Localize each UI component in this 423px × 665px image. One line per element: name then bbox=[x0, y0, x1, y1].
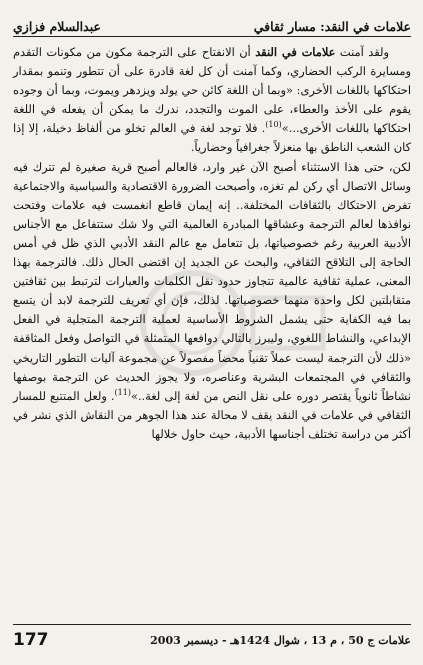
journal-name-term: علامات في النقد bbox=[255, 45, 336, 59]
footnote-ref-11: (11) bbox=[114, 387, 131, 397]
article-body bbox=[13, 43, 411, 444]
page-footer bbox=[13, 628, 411, 652]
paragraph-2: لكن، حتى هذا الاستثناء أصبح الآن غير وارد، فالعالم أصبح قرية صغيرة لم تترك فيه وسائل الاتصال أي ركن لم تغزه، وأصبحت الضرورة الاقتصادية والسياسية والاجتماعية تفرض الاحتكاك بالثقافات المختلفة.. إنه إيمان قاطع انغمست فيه علامات وفتحت نوافذها لعالم الترجمة وعشاقها المبادرة العالمية التي ولا شك ستتفاعل مع الأجناس الأدبية العربية رغم خصوصياتها، بل تتعامل مع عالم النقد الأدبي الذي ظل في أمس الحاجة إلى التلاقح الثقافي، والبحث عن الجديد إن اقتضى الحال ذلك. فالترجمة بهذا المعنى، عملية ثقافية عالمية تتجاوز حدود نقل الكلمات والعبارات لترتبط بين ثقافتين متقابلتين لكل واحدة منهما خصوصياتها. لذلك، فإن أي تعريف للترجمة لابد أن يتسع بما فيه الكفاية حتى يشمل الشروط الأساسية لعملية الترجمة المتجلية في الفعل الإبداعي، والنشاط اللغوي، وليبرز بالتالي دوافعها المتمثلة في التواصل وفعل المثاقفة «ذلك لأن الترجمة ليست عملاً تقنياً محضاً مفصولاً عن مجموعة آليات التطور التاريخي والثقافي في المجتمعات البشرية وعناصره، ولا يجوز الحديث عن الترجمة بوصفها نشاطاً ثانوياً يقتصر دوره على نقل النص من لغة إلى لغة..»$^{(11)}$. ولعل المتتبع للمسار الثقافي في علامات في النقد يقف لا محالة عند هذا الجوهر من النقاش الذي نشر في أكثر من دراسة تختلف أجناسها الأدبية، حيث حاول خلالها bbox=[13, 159, 411, 441]
issue-info: علامات ج 50 ، م 13 ، شوال 1424هـ - ديسمبر 2003 bbox=[150, 633, 411, 647]
page-number: 177 bbox=[13, 630, 49, 650]
paragraph-1: ولقد آمنت علامات في النقد أن الانفتاح على الترجمة مكون من مكونات التقدم ومسايرة الركب الحضاري، وكما آمنت أن كل لغة قادرة على أن تتطور وتنمو بمقدار احتكاكها باللغات الأخرى: «وبما أن اللغة كائن حي يولد ويزدهر ويموت، وبما أن وجوده يقوم على الأخذ والعطاء، على الموت والتجدد، ندرك ما يمكن أن يفعله في اللغة احتكاكها باللغات الأخرى...»$^{(10)}$. فلا توجد لغة في العالم تخلو من ألفاظ دخيلة، إلا إذا كان الشعب الناطق بها منعزلاً جغرافياً وحضارياً. bbox=[13, 45, 411, 155]
running-header bbox=[13, 8, 411, 34]
header-author-name: عبدالسلام فزازي bbox=[13, 19, 101, 34]
document-page bbox=[13, 8, 411, 658]
header-section-title: علامات في النقد: مسار ثقافي bbox=[253, 19, 411, 34]
footer-rule bbox=[13, 624, 411, 625]
header-rule bbox=[13, 36, 411, 37]
footnote-ref-10: (10) bbox=[265, 120, 282, 130]
